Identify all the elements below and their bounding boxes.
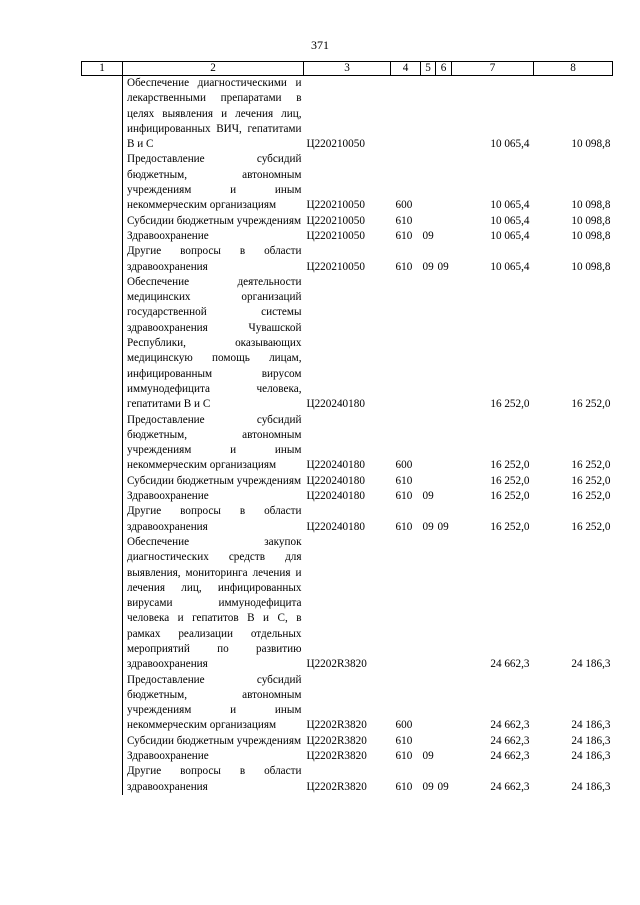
row-amount-2: 24 186,3 xyxy=(571,658,611,671)
row-col-1 xyxy=(82,214,123,229)
row-amount-1: 16 252,0 xyxy=(490,490,530,503)
row-name: Здравоохранение xyxy=(127,490,209,503)
row-subsection xyxy=(436,275,452,413)
table-row xyxy=(82,489,613,504)
row-section xyxy=(421,474,436,489)
row-section xyxy=(421,214,436,229)
row-amount-1: 10 065,4 xyxy=(490,229,530,242)
row-subsection: 09 xyxy=(437,260,449,273)
row-expense-type: 610 xyxy=(395,490,413,503)
row-col-1 xyxy=(82,489,123,504)
row-col-1 xyxy=(82,229,123,244)
row-expense-type xyxy=(391,535,421,673)
row-col-1 xyxy=(82,673,123,734)
row-target-code: Ц220240180 xyxy=(306,398,365,411)
row-name: Предоставление субсидий бюджетным, автономным учреждениям и иным некоммерческим организациям xyxy=(127,673,302,732)
row-name: Обеспечение диагностическими и лекарственными препаратами в целях выявления и лечения лиц, инфицированных ВИЧ, гепатитами В и С xyxy=(127,77,302,151)
table-row xyxy=(82,244,613,275)
row-name: Субсидии бюджетным учреждениям xyxy=(127,474,302,487)
row-amount-1: 10 065,4 xyxy=(490,260,530,273)
row-amount-2: 10 098,8 xyxy=(571,260,611,273)
row-amount-1: 24 662,3 xyxy=(490,658,530,671)
row-amount-2: 10 098,8 xyxy=(571,138,611,151)
row-col-1 xyxy=(82,734,123,749)
row-col-1 xyxy=(82,152,123,213)
row-target-code: Ц2202R3820 xyxy=(306,658,367,671)
table-row xyxy=(82,214,613,229)
row-target-code: Ц220240180 xyxy=(306,459,365,472)
row-amount-2: 10 098,8 xyxy=(571,214,611,227)
table-row xyxy=(82,734,613,749)
row-section: 09 xyxy=(422,750,434,763)
row-section xyxy=(421,673,436,734)
header-col-3: 3 xyxy=(304,62,391,76)
row-name: Другие вопросы в области здравоохранения xyxy=(127,505,302,533)
row-name: Предоставление субсидий бюджетным, автономным учреждениям и иным некоммерческим организациям xyxy=(127,153,302,212)
row-target-code: Ц220210050 xyxy=(306,260,365,273)
row-subsection xyxy=(436,413,452,474)
row-name: Здравоохранение xyxy=(127,750,209,763)
table-row xyxy=(82,76,613,153)
row-col-1 xyxy=(82,474,123,489)
row-amount-1: 16 252,0 xyxy=(490,474,530,487)
header-col-4: 4 xyxy=(391,62,421,76)
row-target-code: Ц2202R3820 xyxy=(306,734,367,747)
row-name: Субсидии бюджетным учреждениям xyxy=(127,214,302,227)
header-col-2: 2 xyxy=(123,62,304,76)
table-row xyxy=(82,764,613,795)
row-expense-type: 610 xyxy=(395,734,413,747)
row-amount-2: 10 098,8 xyxy=(571,229,611,242)
table-header xyxy=(82,62,613,76)
row-col-1 xyxy=(82,413,123,474)
row-col-1 xyxy=(82,275,123,413)
row-expense-type: 610 xyxy=(395,229,413,242)
row-subsection xyxy=(436,229,452,244)
row-col-1 xyxy=(82,749,123,764)
row-target-code: Ц220240180 xyxy=(306,474,365,487)
row-subsection xyxy=(436,749,452,764)
row-section: 09 xyxy=(422,229,434,242)
row-expense-type: 600 xyxy=(395,199,413,212)
row-target-code: Ц220210050 xyxy=(306,229,365,242)
row-amount-1: 24 662,3 xyxy=(490,780,530,793)
header-row xyxy=(82,62,613,76)
row-name: Другие вопросы в области здравоохранения xyxy=(127,765,302,793)
row-name: Обеспечение деятельности медицинских организаций государственной системы здравоохранения Чувашской Республики, оказывающих медицинскую помощь лицам, инфицированным вирусом иммунодефицита человека, гепатитами В и С xyxy=(127,275,302,411)
row-amount-1: 10 065,4 xyxy=(490,214,530,227)
table-body xyxy=(82,76,613,795)
row-subsection xyxy=(436,734,452,749)
row-col-1 xyxy=(82,504,123,535)
row-name: Предоставление субсидий бюджетным, автономным учреждениям и иным некоммерческим организациям xyxy=(127,413,302,472)
row-name: Субсидии бюджетным учреждениям xyxy=(127,734,302,747)
row-amount-1: 10 065,4 xyxy=(490,199,530,212)
row-target-code: Ц2202R3820 xyxy=(306,780,367,793)
row-name: Обеспечение закупок диагностических средств для выявления, мониторинга лечения и лечения лиц, инфицированных вирусами иммунодефицита человека и гепатитов В и С, в рамках реализации отдельных мероприятий по развитию здравоохранения xyxy=(127,535,302,671)
row-section xyxy=(421,152,436,213)
table-row xyxy=(82,413,613,474)
table-row xyxy=(82,504,613,535)
row-col-1 xyxy=(82,535,123,673)
row-col-1 xyxy=(82,76,123,153)
row-target-code: Ц2202R3820 xyxy=(306,719,367,732)
row-amount-1: 10 065,4 xyxy=(490,138,530,151)
row-subsection xyxy=(436,152,452,213)
row-section: 09 xyxy=(422,260,434,273)
row-amount-2: 10 098,8 xyxy=(571,199,611,212)
row-subsection xyxy=(436,474,452,489)
row-section xyxy=(421,413,436,474)
row-section: 09 xyxy=(422,780,434,793)
row-expense-type: 610 xyxy=(395,260,413,273)
row-expense-type xyxy=(391,275,421,413)
row-subsection xyxy=(436,489,452,504)
row-target-code: Ц220210050 xyxy=(306,214,365,227)
header-col-1: 1 xyxy=(82,62,123,76)
table-row xyxy=(82,474,613,489)
row-expense-type: 600 xyxy=(395,719,413,732)
row-expense-type: 610 xyxy=(395,750,413,763)
row-subsection xyxy=(436,535,452,673)
row-target-code: Ц220210050 xyxy=(306,138,365,151)
row-amount-1: 16 252,0 xyxy=(490,459,530,472)
row-expense-type: 610 xyxy=(395,474,413,487)
table-row xyxy=(82,275,613,413)
row-amount-2: 16 252,0 xyxy=(571,459,611,472)
header-col-5: 5 xyxy=(421,62,436,76)
row-target-code: Ц220240180 xyxy=(306,490,365,503)
row-amount-2: 16 252,0 xyxy=(571,490,611,503)
row-expense-type: 600 xyxy=(395,459,413,472)
row-amount-2: 16 252,0 xyxy=(571,398,611,411)
row-section: 09 xyxy=(422,520,434,533)
row-col-1 xyxy=(82,764,123,795)
row-amount-1: 16 252,0 xyxy=(490,398,530,411)
table-row xyxy=(82,749,613,764)
row-target-code: Ц220240180 xyxy=(306,520,365,533)
table-row xyxy=(82,229,613,244)
row-section xyxy=(421,535,436,673)
row-amount-2: 24 186,3 xyxy=(571,780,611,793)
table-row xyxy=(82,152,613,213)
header-col-8: 8 xyxy=(534,62,613,76)
row-amount-2: 24 186,3 xyxy=(571,719,611,732)
budget-table xyxy=(81,61,613,795)
row-subsection: 09 xyxy=(437,780,449,793)
row-subsection xyxy=(436,673,452,734)
header-col-6: 6 xyxy=(436,62,452,76)
row-target-code: Ц2202R3820 xyxy=(306,750,367,763)
row-expense-type xyxy=(391,76,421,153)
table-row xyxy=(82,673,613,734)
row-section: 09 xyxy=(422,490,434,503)
row-section xyxy=(421,275,436,413)
row-amount-1: 16 252,0 xyxy=(490,520,530,533)
page-number: 371 xyxy=(311,38,329,52)
row-amount-2: 24 186,3 xyxy=(571,750,611,763)
row-name: Другие вопросы в области здравоохранения xyxy=(127,245,302,273)
row-amount-2: 24 186,3 xyxy=(571,734,611,747)
row-expense-type: 610 xyxy=(395,780,413,793)
row-subsection xyxy=(436,76,452,153)
row-amount-1: 24 662,3 xyxy=(490,734,530,747)
row-name: Здравоохранение xyxy=(127,229,209,242)
row-section xyxy=(421,76,436,153)
row-col-1 xyxy=(82,244,123,275)
row-expense-type: 610 xyxy=(395,520,413,533)
row-target-code: Ц220210050 xyxy=(306,199,365,212)
header-col-7: 7 xyxy=(452,62,534,76)
row-subsection: 09 xyxy=(437,520,449,533)
row-amount-1: 24 662,3 xyxy=(490,750,530,763)
row-section xyxy=(421,734,436,749)
row-amount-2: 16 252,0 xyxy=(571,474,611,487)
row-subsection xyxy=(436,214,452,229)
row-amount-1: 24 662,3 xyxy=(490,719,530,732)
row-expense-type: 610 xyxy=(395,214,413,227)
row-amount-2: 16 252,0 xyxy=(571,520,611,533)
table-row xyxy=(82,535,613,673)
